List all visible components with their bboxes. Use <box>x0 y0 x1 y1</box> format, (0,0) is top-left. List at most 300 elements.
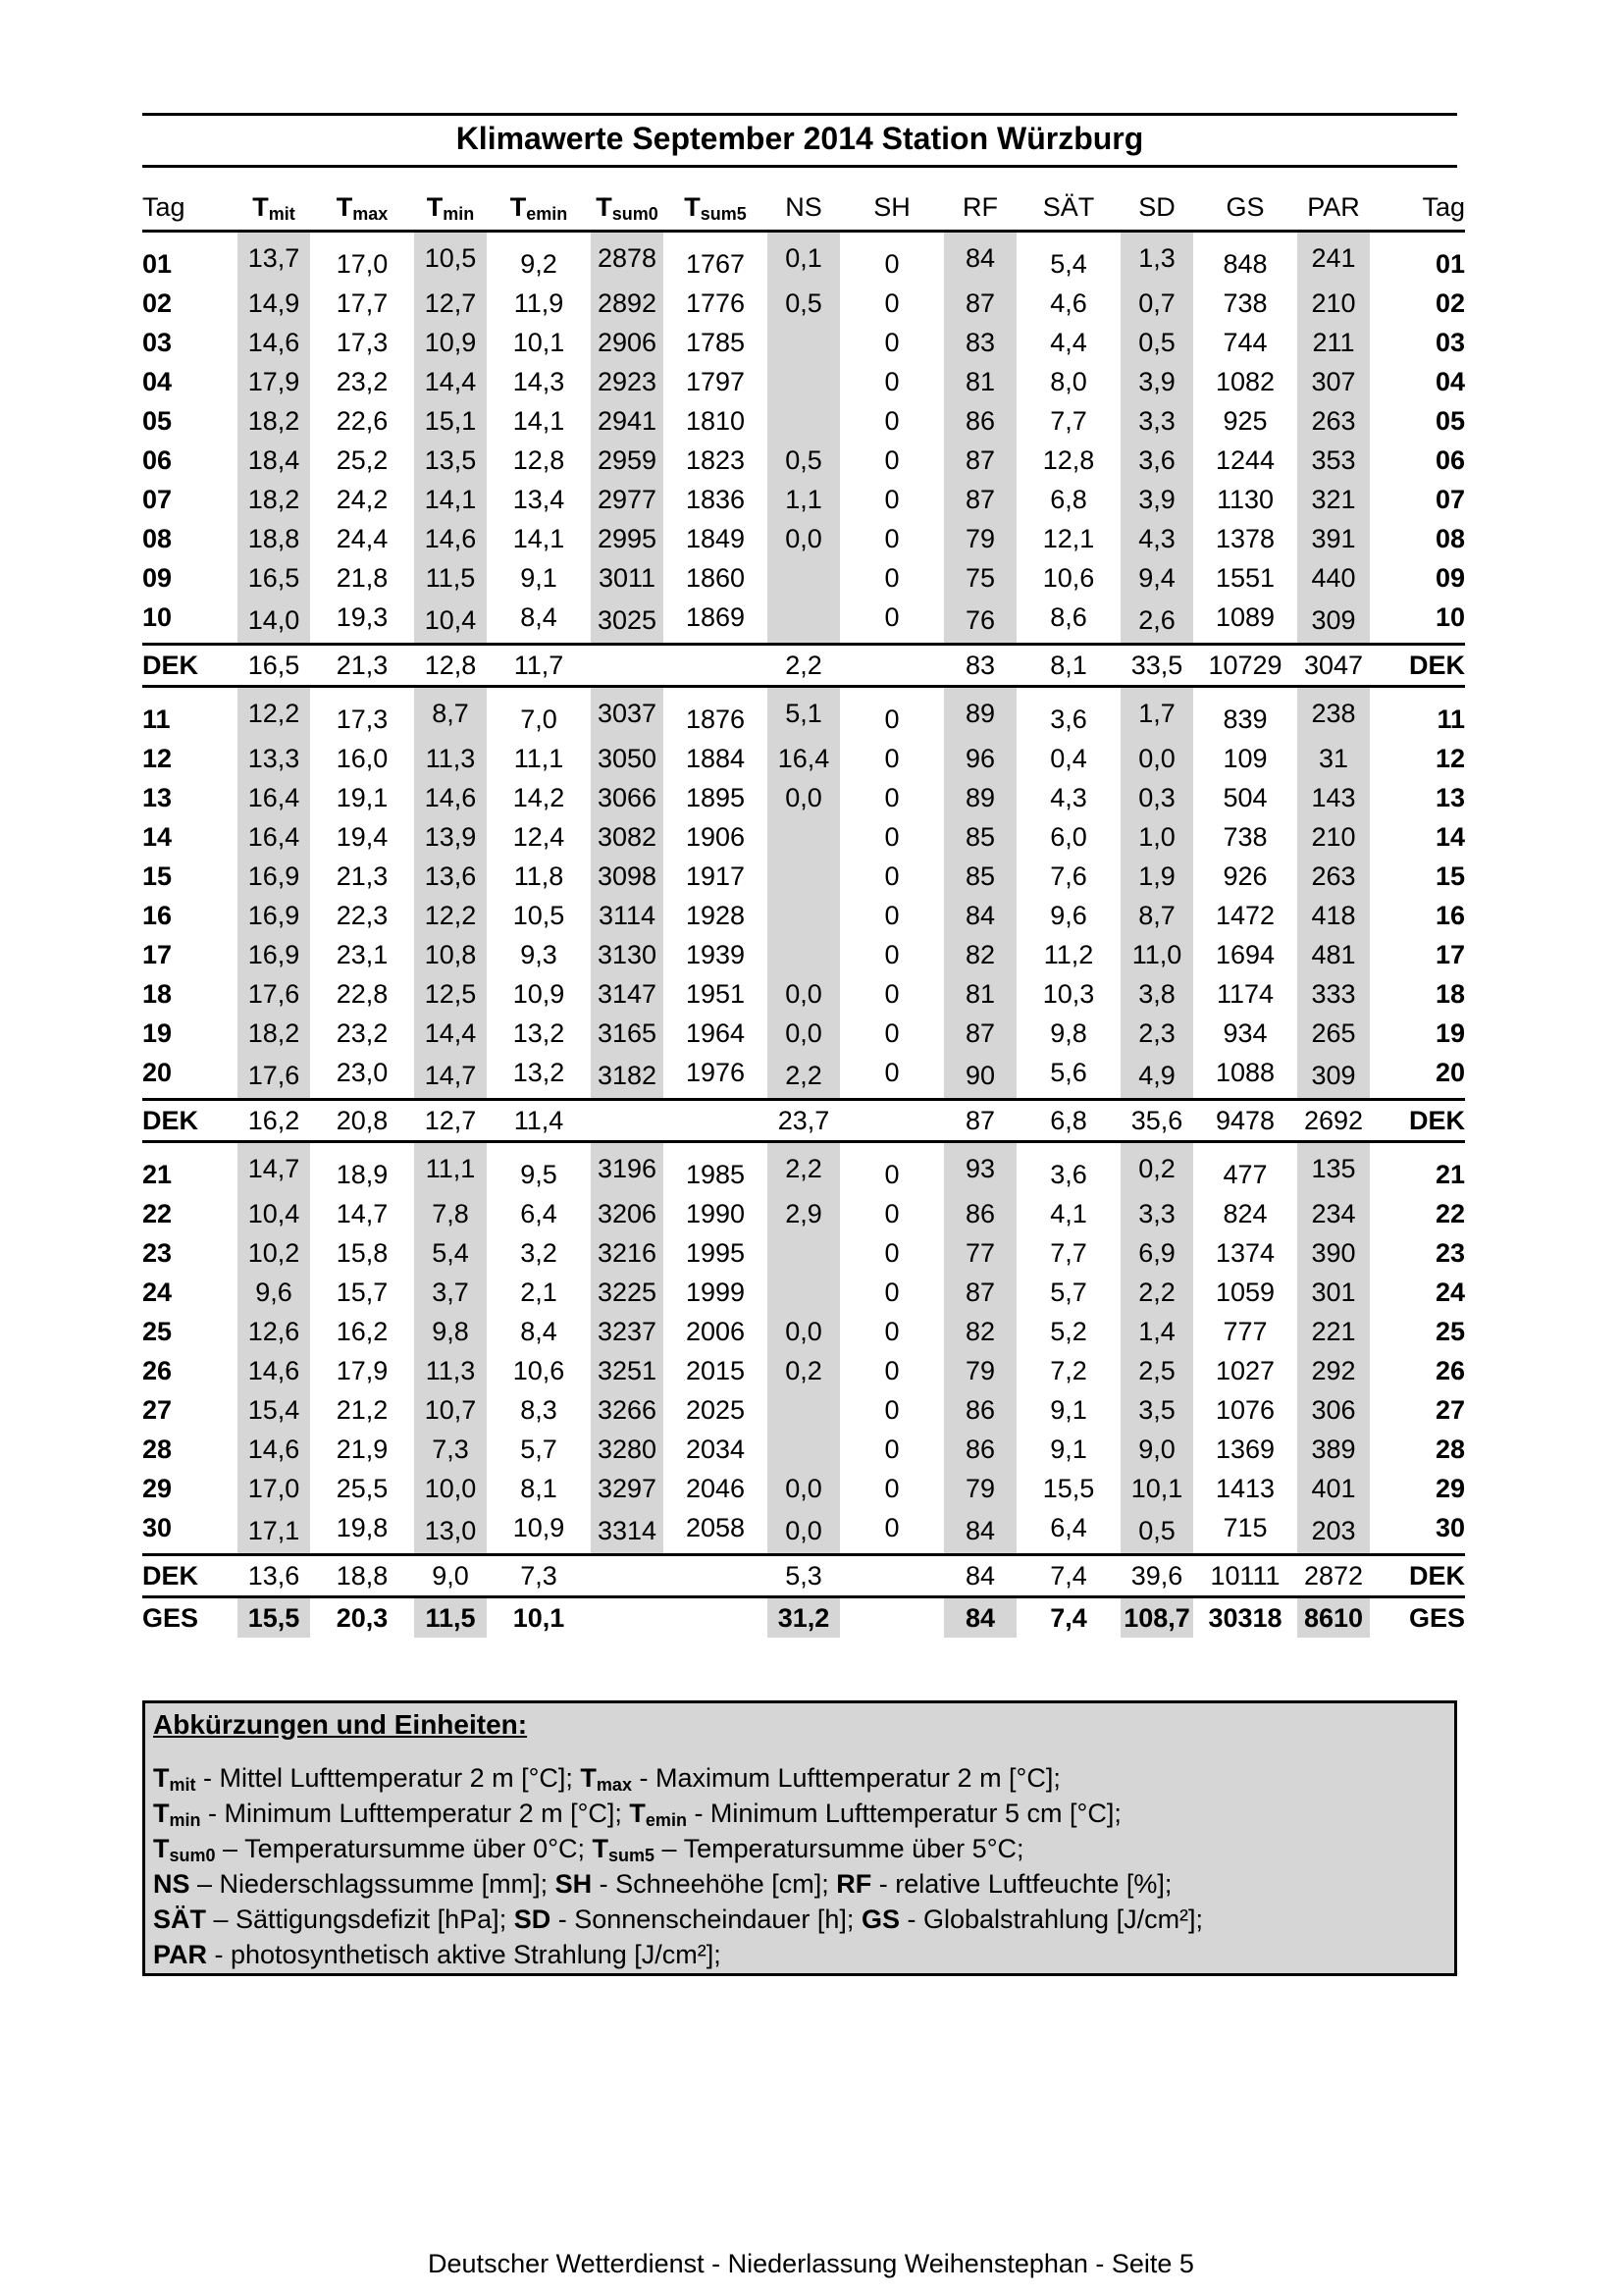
legend-heading: Abkürzungen und Einheiten: <box>153 1709 528 1740</box>
table-cell: 203 <box>1289 1508 1378 1555</box>
table-cell: 7,7 <box>1050 1238 1087 1268</box>
table-cell: 17 <box>1435 940 1465 969</box>
table-cell: 925 <box>1223 406 1268 436</box>
table-cell: 3225 <box>583 1273 671 1312</box>
table-cell: 84 <box>936 896 1024 935</box>
table-cell: 2,3 <box>1113 1014 1201 1053</box>
table-cell: 3050 <box>583 739 671 778</box>
table-row <box>142 1273 1465 1312</box>
table-cell: 89 <box>936 778 1024 817</box>
table-cell: 1472 <box>1215 901 1276 930</box>
table-cell: 16,5 <box>230 645 318 687</box>
table-cell: 81 <box>936 974 1024 1014</box>
table-cell: 11,5 <box>406 558 495 598</box>
table-cell: 22 <box>1435 1199 1465 1228</box>
table-cell: 84 <box>936 1555 1024 1597</box>
table-cell: 221 <box>1289 1312 1378 1351</box>
table-cell: 19 <box>1435 1018 1465 1048</box>
table-cell: 19 <box>142 1018 173 1048</box>
table-cell: 307 <box>1289 362 1378 401</box>
table-row <box>142 739 1465 778</box>
table-cell: 3025 <box>583 598 671 645</box>
table-cell: 25,2 <box>336 445 389 475</box>
column-header: SH <box>848 184 936 232</box>
table-cell: 0 <box>884 249 900 279</box>
table-cell: 21,8 <box>336 563 389 593</box>
table-cell: 18,8 <box>318 1555 406 1597</box>
table-cell: 31 <box>1289 739 1378 778</box>
table-cell: 17,1 <box>230 1508 318 1555</box>
table-cell: 3314 <box>583 1508 671 1555</box>
decade-summary-row <box>142 645 1465 687</box>
table-row <box>142 1469 1465 1508</box>
table-cell: 14,1 <box>512 524 565 553</box>
table-cell: 321 <box>1289 480 1378 519</box>
table-cell: 01 <box>142 249 173 279</box>
table-cell: 3,3 <box>1113 401 1201 441</box>
title-band <box>142 113 1457 168</box>
column-header: Tag <box>1378 184 1465 232</box>
table-cell: 5,6 <box>1050 1058 1087 1087</box>
table-cell: 82 <box>936 935 1024 974</box>
table-cell: 2025 <box>685 1395 746 1425</box>
table-cell: 109 <box>1223 744 1268 773</box>
table-cell: 27 <box>1435 1395 1465 1425</box>
table-cell: 87 <box>936 284 1024 323</box>
table-cell: 2959 <box>583 441 671 480</box>
table-cell: 13,2 <box>512 1058 565 1087</box>
table-cell: 1990 <box>685 1199 746 1228</box>
table-cell: DEK <box>142 1555 230 1597</box>
table-cell: 13 <box>1435 783 1465 812</box>
table-cell: 0,0 <box>759 974 848 1014</box>
table-cell: 2,5 <box>1113 1351 1201 1390</box>
table-cell: 10,1 <box>512 328 565 357</box>
table-cell: 14,4 <box>406 1014 495 1053</box>
table-cell: 3082 <box>583 817 671 857</box>
table-cell: 12,8 <box>1042 445 1095 475</box>
table-cell: 86 <box>936 1430 1024 1469</box>
table-cell: 3,3 <box>1113 1194 1201 1233</box>
table-cell: 9,6 <box>1050 901 1087 930</box>
table-cell: 05 <box>1435 406 1465 436</box>
table-cell: 15,8 <box>336 1238 389 1268</box>
table-row <box>142 401 1465 441</box>
table-cell: 0,0 <box>759 778 848 817</box>
table-cell: 13,6 <box>406 857 495 896</box>
table-cell: 08 <box>142 524 173 553</box>
table-cell: 16 <box>142 901 173 930</box>
table-cell: 1089 <box>1215 602 1276 632</box>
table-cell: 13 <box>142 783 173 812</box>
table-cell: 1059 <box>1215 1278 1276 1307</box>
column-header: PAR <box>1289 184 1378 232</box>
table-cell: 3011 <box>583 558 671 598</box>
table-cell: 440 <box>1289 558 1378 598</box>
table-cell: 2058 <box>685 1513 746 1542</box>
legend-box <box>142 1700 1457 1976</box>
table-cell: 0 <box>884 485 900 514</box>
table-cell: 83 <box>936 323 1024 362</box>
table-cell: 1369 <box>1215 1435 1276 1464</box>
table-cell: 0 <box>884 1018 900 1048</box>
table-cell: 20,8 <box>318 1100 406 1142</box>
table-cell: 3047 <box>1289 645 1378 687</box>
table-cell: 2,2 <box>759 1053 848 1100</box>
table-cell: 85 <box>936 817 1024 857</box>
table-cell: 29 <box>142 1474 173 1503</box>
table-cell: 21,3 <box>318 645 406 687</box>
table-row <box>142 1312 1465 1351</box>
table-cell: 14,7 <box>230 1142 318 1195</box>
table-cell: 12,1 <box>1042 524 1095 553</box>
table-cell: 744 <box>1223 328 1268 357</box>
table-cell: 1884 <box>685 744 746 773</box>
table-cell: 9,2 <box>520 249 557 279</box>
table-cell: 715 <box>1223 1513 1268 1542</box>
table-cell: 3,8 <box>1113 974 1201 1014</box>
table-cell: 14,7 <box>336 1199 389 1228</box>
table-cell: 13,3 <box>230 739 318 778</box>
table-cell: 0 <box>884 602 900 632</box>
table-cell <box>759 857 848 896</box>
table-cell: 18,8 <box>230 519 318 558</box>
table-cell: 3251 <box>583 1351 671 1390</box>
table-cell: 90 <box>936 1053 1024 1100</box>
column-header: RF <box>936 184 1024 232</box>
table-cell <box>671 645 759 687</box>
table-cell: 2,6 <box>1113 598 1201 645</box>
table-cell: 12 <box>1435 744 1465 773</box>
table-cell: 8,0 <box>1050 367 1087 396</box>
table-cell: 1964 <box>685 1018 746 1048</box>
table-cell: 22,6 <box>336 406 389 436</box>
table-cell: 21,3 <box>336 861 389 891</box>
table-cell: 14,7 <box>406 1053 495 1100</box>
table-cell: 13,2 <box>512 1018 565 1048</box>
table-cell: 1244 <box>1215 445 1276 475</box>
table-cell: 18 <box>1435 979 1465 1009</box>
legend-line: PAR - photosynthetisch aktive Strahlung [J/cm²]; <box>153 1940 721 1969</box>
table-cell: 0 <box>884 524 900 553</box>
table-cell: 20 <box>1435 1058 1465 1087</box>
table-cell: 8,1 <box>520 1474 557 1503</box>
table-cell: 0 <box>884 704 900 734</box>
column-header: $T_{min}$ <box>406 184 495 232</box>
table-cell: 2892 <box>583 284 671 323</box>
page-title: Klimawerte September 2014 Station Würzburg <box>455 121 1144 156</box>
table-cell <box>759 1233 848 1273</box>
table-cell: 89 <box>936 687 1024 740</box>
column-header: NS <box>759 184 848 232</box>
table-cell: 353 <box>1289 441 1378 480</box>
table-cell: 86 <box>936 401 1024 441</box>
table-cell: 2015 <box>685 1356 746 1385</box>
table-cell: 2,1 <box>520 1278 557 1307</box>
table-cell: 28 <box>142 1435 173 1464</box>
table-row <box>142 935 1465 974</box>
table-cell: 79 <box>936 519 1024 558</box>
table-cell: 5,4 <box>406 1233 495 1273</box>
table-cell: 12,2 <box>406 896 495 935</box>
table-cell: 309 <box>1289 1053 1378 1100</box>
table-cell: 0,2 <box>1113 1142 1201 1195</box>
table-cell: 0 <box>884 563 900 593</box>
table-cell: 8,3 <box>520 1395 557 1425</box>
table-cell: 1810 <box>685 406 746 436</box>
table-cell: 10,1 <box>1113 1469 1201 1508</box>
table-cell: 2,9 <box>759 1194 848 1233</box>
table-cell: 18,4 <box>230 441 318 480</box>
table-cell: 301 <box>1289 1273 1378 1312</box>
table-cell: 25 <box>1435 1317 1465 1346</box>
table-cell: 10 <box>1435 602 1465 632</box>
column-header: SÄT <box>1024 184 1113 232</box>
table-cell: 5,7 <box>1050 1278 1087 1307</box>
table-cell: 9,0 <box>1113 1430 1201 1469</box>
table-cell: 39,6 <box>1113 1555 1201 1597</box>
table-cell: 0,7 <box>1113 284 1201 323</box>
table-cell: 13,5 <box>406 441 495 480</box>
table-cell: DEK <box>142 1100 230 1142</box>
table-cell: 0 <box>884 328 900 357</box>
table-cell: 3130 <box>583 935 671 974</box>
table-cell: 0 <box>884 406 900 436</box>
table-row <box>142 558 1465 598</box>
table-cell: 0 <box>884 901 900 930</box>
table-cell: 5,1 <box>759 687 848 740</box>
table-cell: 4,3 <box>1113 519 1201 558</box>
table-cell: 11,8 <box>513 861 564 891</box>
table-row <box>142 441 1465 480</box>
table-cell: 83 <box>936 645 1024 687</box>
table-cell <box>759 896 848 935</box>
table-cell: 6,4 <box>520 1199 557 1228</box>
table-cell: 16,4 <box>759 739 848 778</box>
table-cell: 0 <box>884 445 900 475</box>
table-cell: 2,2 <box>1113 1273 1201 1312</box>
table-cell: 4,3 <box>1050 783 1087 812</box>
table-row <box>142 687 1465 740</box>
table-cell: 3037 <box>583 687 671 740</box>
table-cell: 15,4 <box>230 1390 318 1430</box>
table-cell: 18,2 <box>230 401 318 441</box>
table-cell: 0,5 <box>759 441 848 480</box>
table-cell: 3,9 <box>1113 362 1201 401</box>
table-cell: 1785 <box>685 328 746 357</box>
table-cell: 21 <box>1435 1160 1465 1189</box>
table-cell: 14,3 <box>512 367 565 396</box>
table-cell: 8610 <box>1289 1597 1378 1639</box>
table-cell: 1076 <box>1215 1395 1276 1425</box>
table-cell: 17,6 <box>230 1053 318 1100</box>
table-cell: 1694 <box>1215 940 1276 969</box>
table-cell: 14,6 <box>406 519 495 558</box>
table-cell: 241 <box>1289 232 1378 285</box>
table-row <box>142 519 1465 558</box>
table-cell: 11,1 <box>406 1142 495 1195</box>
table-cell: 18,9 <box>336 1160 389 1189</box>
table-cell: 0,4 <box>1050 744 1087 773</box>
table-cell: 13,6 <box>230 1555 318 1597</box>
table-row <box>142 232 1465 285</box>
table-cell: 04 <box>1435 367 1465 396</box>
table-cell: 1895 <box>685 783 746 812</box>
table-cell: 17,9 <box>336 1356 389 1385</box>
table-cell: 07 <box>1435 485 1465 514</box>
table-cell: 14,2 <box>512 783 565 812</box>
table-cell: 10,6 <box>512 1356 565 1385</box>
table-cell: 848 <box>1223 249 1268 279</box>
table-cell: 0,0 <box>759 1312 848 1351</box>
table-cell: 12,7 <box>406 284 495 323</box>
table-cell: 1860 <box>685 563 746 593</box>
table-cell: 7,2 <box>1050 1356 1087 1385</box>
table-cell: 0 <box>884 1238 900 1268</box>
table-row <box>142 1233 1465 1273</box>
table-cell: 4,4 <box>1050 328 1087 357</box>
table-cell: 17,3 <box>336 704 389 734</box>
table-cell: 20,3 <box>336 1603 389 1633</box>
table-cell: 24 <box>1435 1278 1465 1307</box>
table-cell: 10,7 <box>406 1390 495 1430</box>
table-cell: 16,5 <box>230 558 318 598</box>
table-cell: 0,0 <box>759 519 848 558</box>
table-row <box>142 284 1465 323</box>
table-row <box>142 896 1465 935</box>
table-cell: 1,3 <box>1113 232 1201 285</box>
table-cell: 1951 <box>685 979 746 1009</box>
table-cell: 17,9 <box>230 362 318 401</box>
table-cell: 06 <box>1435 445 1465 475</box>
table-cell: 1413 <box>1215 1474 1276 1503</box>
table-cell: 23 <box>1435 1238 1465 1268</box>
table-cell <box>671 1597 759 1639</box>
table-cell: 9,4 <box>1113 558 1201 598</box>
table-row <box>142 598 1465 645</box>
table-cell: 5,2 <box>1050 1317 1087 1346</box>
table-cell: 0 <box>884 1199 900 1228</box>
table-cell: 0 <box>884 744 900 773</box>
table-cell: 1,4 <box>1113 1312 1201 1351</box>
table-cell: 3182 <box>583 1053 671 1100</box>
table-cell: 23,0 <box>336 1058 389 1087</box>
table-cell: 14,6 <box>230 1351 318 1390</box>
table-cell: 934 <box>1223 1018 1268 1048</box>
table-cell: 1917 <box>685 861 746 891</box>
table-cell: 738 <box>1223 822 1268 852</box>
table-cell: 87 <box>936 1100 1024 1142</box>
table-cell: 11,3 <box>406 739 495 778</box>
table-cell: 84 <box>936 1508 1024 1555</box>
table-cell: 03 <box>142 328 173 357</box>
table-cell: 79 <box>936 1351 1024 1390</box>
table-cell: 13,9 <box>406 817 495 857</box>
table-cell: 12 <box>142 744 173 773</box>
table-cell: 23,2 <box>336 367 389 396</box>
table-cell: 1999 <box>685 1278 746 1307</box>
table-cell: 18 <box>142 979 173 1009</box>
table-row <box>142 857 1465 896</box>
table-cell: 8,4 <box>520 1317 557 1346</box>
table-cell: 85 <box>936 857 1024 896</box>
table-cell: 24,2 <box>336 485 389 514</box>
table-cell: 504 <box>1223 783 1268 812</box>
table-cell: 15,1 <box>406 401 495 441</box>
table-cell: 11,9 <box>513 288 564 318</box>
column-header: $T_{sum5}$ <box>671 184 759 232</box>
table-cell: 0 <box>884 783 900 812</box>
table-cell: 17,0 <box>230 1469 318 1508</box>
table-cell: 418 <box>1289 896 1378 935</box>
column-header: $T_{max}$ <box>318 184 406 232</box>
column-header: GS <box>1201 184 1289 232</box>
table-cell: 0 <box>884 1395 900 1425</box>
table-cell: 1378 <box>1215 524 1276 553</box>
table-cell: 6,8 <box>1050 485 1087 514</box>
table-cell: 3237 <box>583 1312 671 1351</box>
table-cell: 4,6 <box>1050 288 1087 318</box>
column-header: SD <box>1113 184 1201 232</box>
table-cell: 06 <box>142 445 173 475</box>
table-cell: 02 <box>142 288 173 318</box>
table-cell <box>583 1597 671 1639</box>
table-cell: 3114 <box>583 896 671 935</box>
table-cell: 0 <box>884 822 900 852</box>
table-cell: 306 <box>1289 1390 1378 1430</box>
table-cell: 0 <box>884 979 900 1009</box>
table-cell: 0 <box>884 1513 900 1542</box>
table-cell: 263 <box>1289 401 1378 441</box>
table-cell: 10,5 <box>406 232 495 285</box>
table-cell: 9,3 <box>520 940 557 969</box>
table-cell: 12,8 <box>406 645 495 687</box>
table-cell: 87 <box>936 441 1024 480</box>
table-cell: 11,3 <box>406 1351 495 1390</box>
table-cell: 82 <box>936 1312 1024 1351</box>
table-cell: 0 <box>884 1058 900 1087</box>
table-cell: 22 <box>142 1199 173 1228</box>
table-cell: 23 <box>142 1238 173 1268</box>
table-cell: 26 <box>142 1356 173 1385</box>
table-cell: 87 <box>936 1273 1024 1312</box>
table-cell: 35,6 <box>1113 1100 1201 1142</box>
table-cell: 10,8 <box>406 935 495 974</box>
table-cell: 19,4 <box>336 822 389 852</box>
table-cell: 5,3 <box>759 1555 848 1597</box>
table-row <box>142 1508 1465 1555</box>
table-cell <box>671 1555 759 1597</box>
table-cell: 3,6 <box>1113 441 1201 480</box>
table-cell: 30318 <box>1208 1603 1282 1633</box>
table-cell: 21,2 <box>336 1395 389 1425</box>
table-cell: 477 <box>1223 1160 1268 1189</box>
table-cell: 108,7 <box>1113 1597 1201 1639</box>
table-cell <box>759 1390 848 1430</box>
table-cell: 7,7 <box>1050 406 1087 436</box>
table-cell: 2906 <box>583 323 671 362</box>
table-cell: 10,2 <box>230 1233 318 1273</box>
table-cell: 31,2 <box>759 1597 848 1639</box>
table-cell: 211 <box>1289 323 1378 362</box>
table-cell: 09 <box>142 563 173 593</box>
table-cell: 15 <box>1435 861 1465 891</box>
table-cell: 03 <box>1435 328 1465 357</box>
column-header: $T_{emin}$ <box>495 184 583 232</box>
table-cell: 4,1 <box>1050 1199 1087 1228</box>
table-cell: 0 <box>884 288 900 318</box>
table-cell: 481 <box>1289 935 1378 974</box>
